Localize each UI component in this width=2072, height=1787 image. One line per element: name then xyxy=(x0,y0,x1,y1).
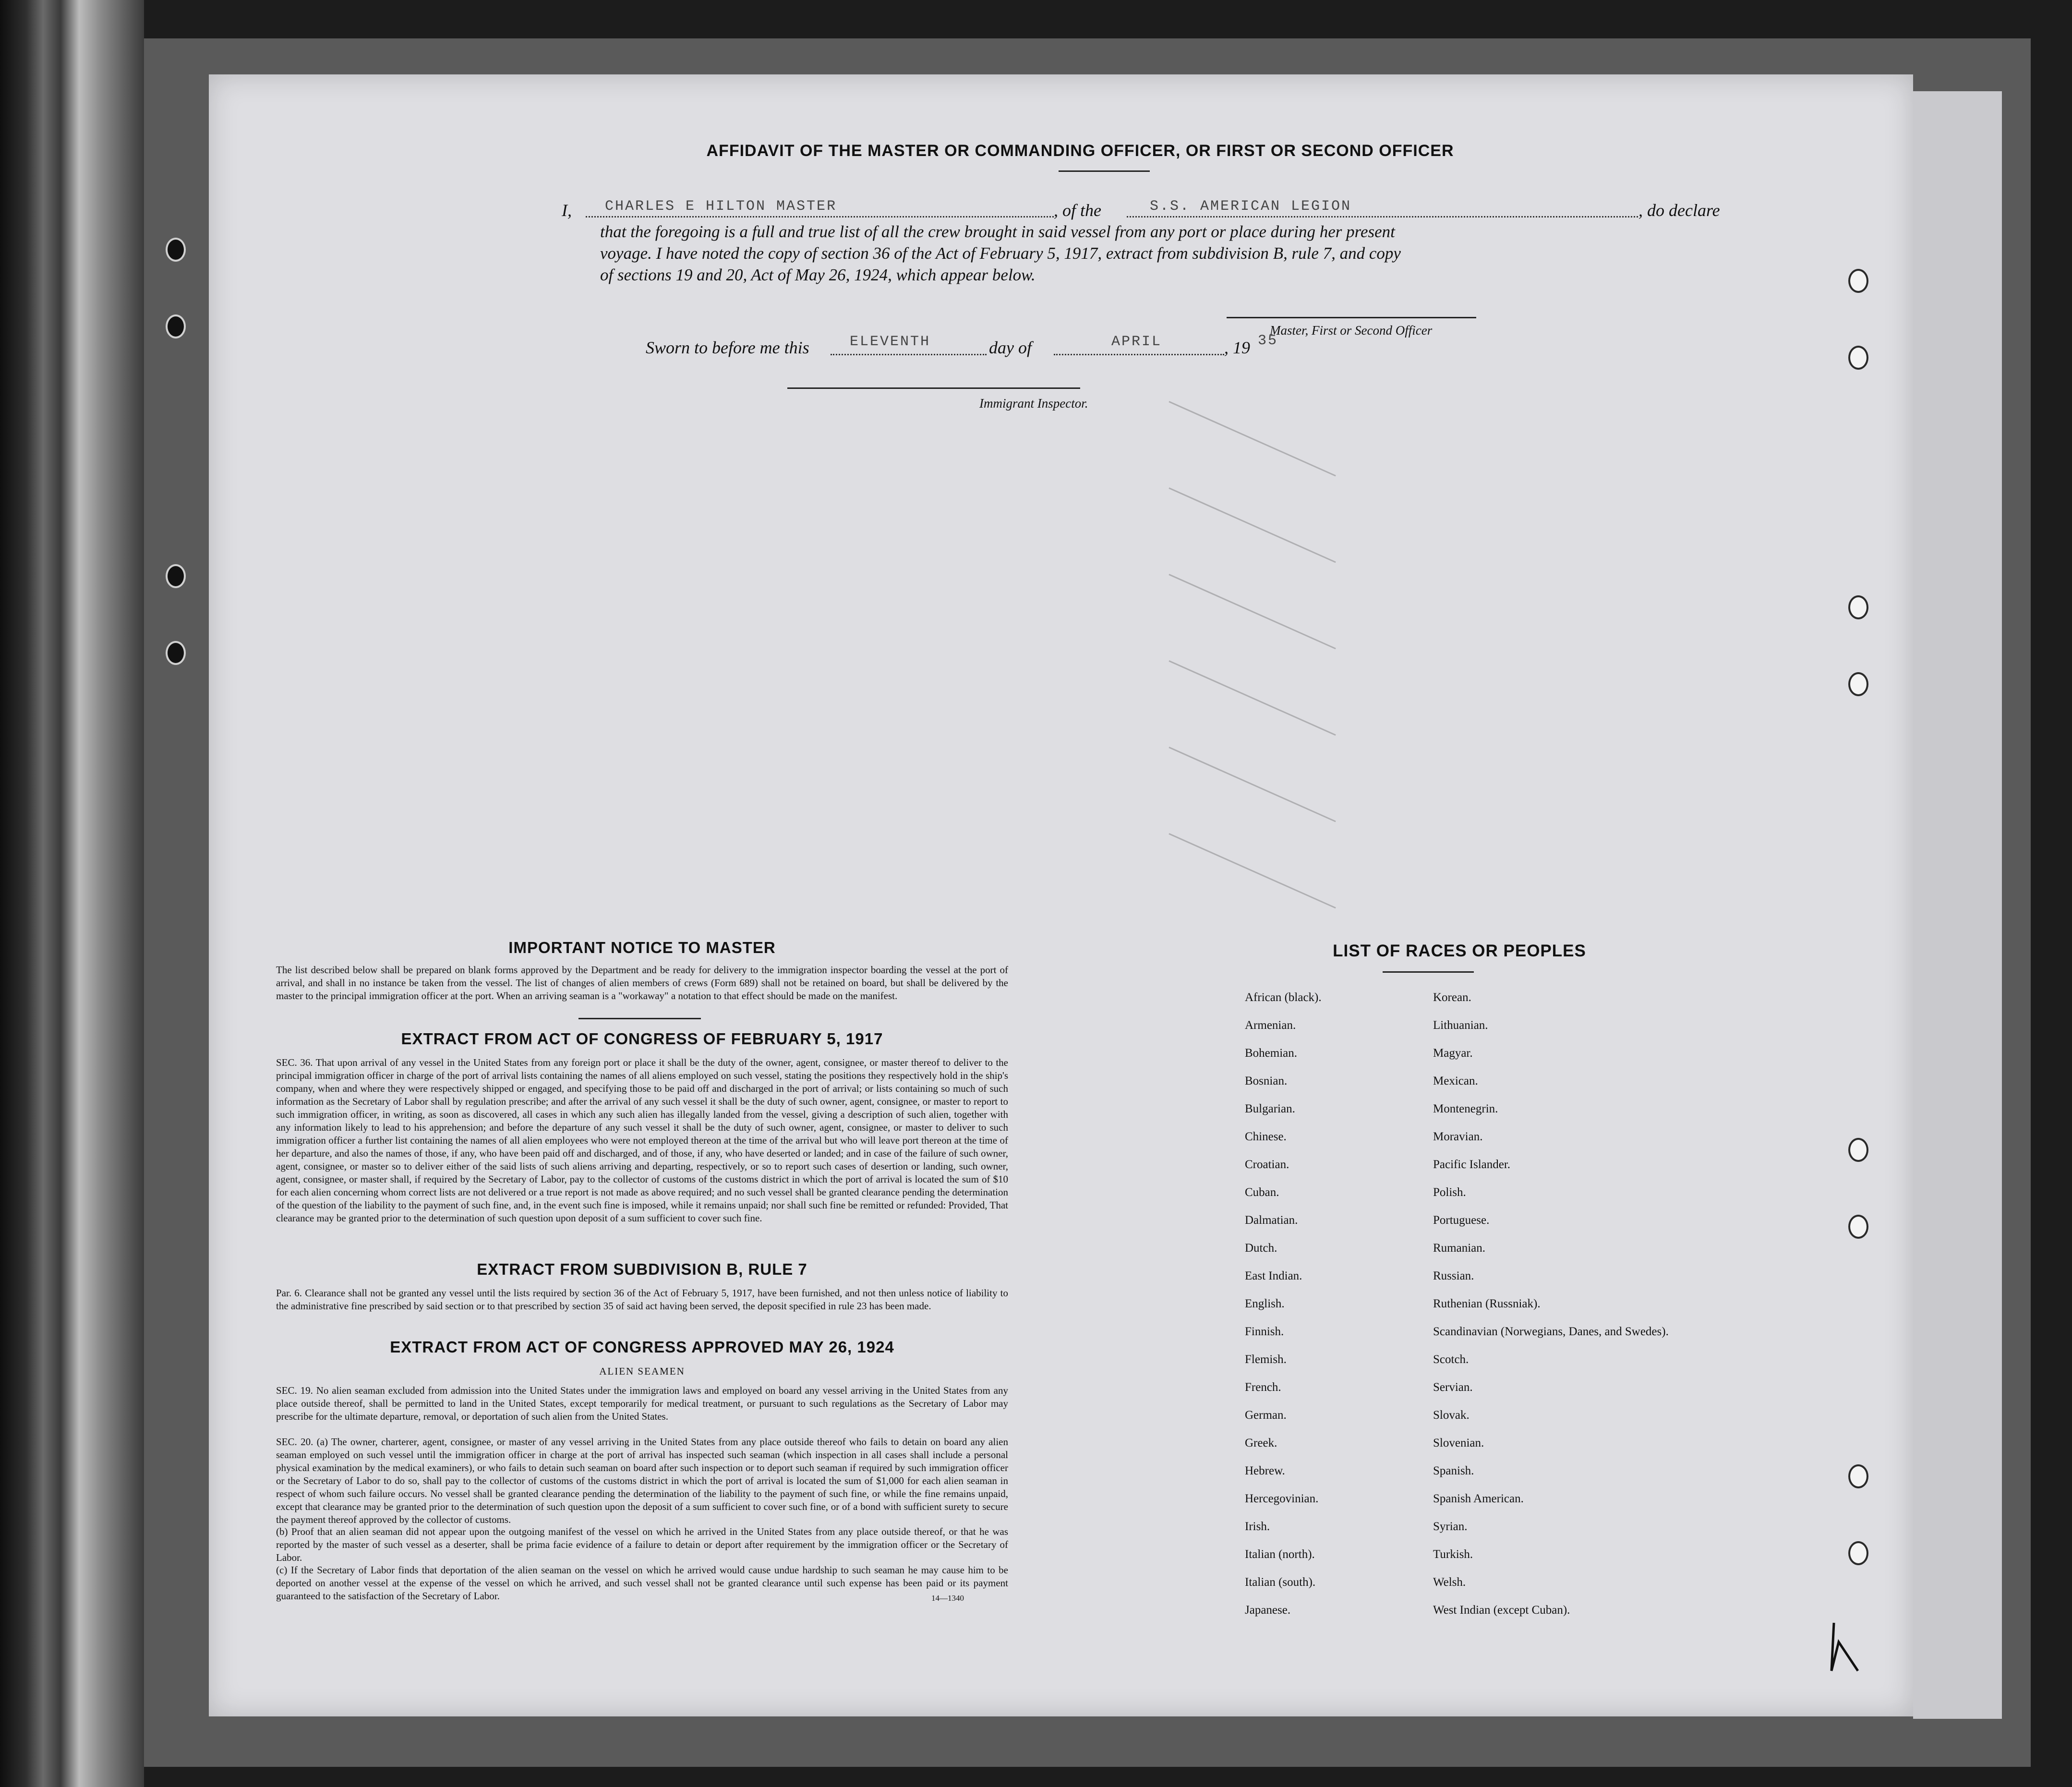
sec-20b-text: (b) Proof that an alien seaman did not appear upon the outgoing manifest of the vessel on which he arrived in the United States from any place outside thereof, or that he was reported by the master of such vessel as a deserter, shall be prima facie evidence of a failure to detain or deport after requirement by the immigration officer or the Secretary of Labor. xyxy=(276,1526,1008,1563)
binder-hole xyxy=(1848,1215,1868,1239)
race-item: Dalmatian. xyxy=(1245,1214,1298,1227)
race-item: Lithuanian. xyxy=(1433,1019,1488,1032)
ditto-mark xyxy=(1169,487,1336,563)
extract-1917-text: SEC. 36. That upon arrival of any vessel in the United States from any foreign port or place it shall be the duty of the owner, agent, consignee, or master thereof to deliver to the principal immigration officer in charge of the port of arrival lists containing the names of all aliens employed on such vessel, stating the positions they respectively hold in the ship's company, when and where they were respectively shipped or engaged, and specifying those to be paid off and discharged in the port of arrival; or lists containing so much of such information as the Secretary of Labor shall by regulation prescribe; and after the arrival of any such vessel it shall be the duty of such owner, agent, consignee, or master to report to such immigration officer, in writing, as soon as discovered, all cases in which any such alien has illegally landed from the vessel, giving a description of such alien, together with any information likely to lead to his apprehension; and before the departure of any such vessel it shall be the duty of such owner, agent, consignee, or master to deliver to such immigration officer a further list containing the names of all alien employees who were not employed thereon at the time of the arrival but who will leave port thereon at the time of her departure, and also the names of those, if any, who have been paid off and discharged, and of those, if any, who have deserted or landed; and in case of the failure of such owner, agent, consignee, or master so to deliver either of the said lists of such aliens arriving and departing, respectively, or so to report such cases of desertion or landing, such owner, agent, consignee, or master shall, if required by the Secretary of Labor, pay to the collector of customs of the customs district in which the port of arrival is located the sum of $10 for each alien concerning whom correct lists are not delivered or a true report is not made as above required; and no such vessel shall be granted clearance pending the determination of the question of the liability to the payment of such fine, and, in the event such fine is imposed, while it remains unpaid; nor shall such fine be remitted or refunded: Provided, That clearance may be granted prior to the determination of such question upon deposit of a sum sufficient to cover such fine. xyxy=(276,1057,1008,1224)
binder-hole xyxy=(166,564,186,588)
race-item: Spanish American. xyxy=(1433,1492,1524,1505)
declare-suffix: , do declare xyxy=(1638,201,1720,220)
race-item: Japanese. xyxy=(1245,1604,1291,1617)
race-item: Scotch. xyxy=(1433,1353,1469,1366)
ditto-mark xyxy=(1169,574,1336,649)
binder-hole xyxy=(166,238,186,262)
race-item: Polish. xyxy=(1433,1186,1466,1199)
year-prefix: , 19 xyxy=(1224,338,1250,357)
race-item: Pacific Islander. xyxy=(1433,1158,1511,1171)
sec-20a-text: SEC. 20. (a) The owner, charterer, agent, consignee, or master of any vessel arriving in the United States from any place outside thereof who fails to detain on board any alien seaman employed on such vessel until the immigration officer in charge at the port of arrival has inspected such seaman (which inspection in all cases shall include a personal physical examination by the medical examiners), or who fails to detain such seaman on board after such inspection or to deport such seaman if required by such immigration officer or the Secretary of Labor to do so, shall pay to the collector of customs of the customs district in which the port of arrival is located the sum of $1,000 for each alien seaman in respect of whom such failure occurs. No vessel shall be granted clearance pending the determination of the liability to the payment of such fine, or while the fine remains unpaid, except that clearance may be granted prior to the determination of such question upon the deposit of a sum sufficient to cover such fine, or of a bond with sufficient surety to secure the payment thereof approved by the collector of customs. xyxy=(276,1436,1008,1525)
affidavit-title: AFFIDAVIT OF THE MASTER OR COMMANDING OFFICER, OR FIRST OR SECOND OFFICER xyxy=(706,142,1454,160)
race-item: Montenegrin. xyxy=(1433,1102,1498,1115)
race-item: Irish. xyxy=(1245,1520,1270,1533)
race-item: Rumanian. xyxy=(1433,1242,1486,1255)
race-item: Mexican. xyxy=(1433,1075,1478,1087)
race-item: Moravian. xyxy=(1433,1130,1483,1143)
notice-text: The list described below shall be prepared on blank forms approved by the Department and be ready for delivery to the immigration inspector boarding the vessel at the port of arrival, and shall in no instance be taken from the vessel. The list of changes of alien members of crews (Form 689) shall not be retained on board, but shall be delivered by the master to the principal immigration officer at the port. When an arriving seaman is a "workaway" a notation to that effect should be made on the manifest. xyxy=(276,964,1008,1002)
binder-hole xyxy=(1848,672,1868,696)
race-item: Russian. xyxy=(1433,1269,1474,1282)
day-of-label: day of xyxy=(989,338,1032,357)
race-item: Slovenian. xyxy=(1433,1437,1484,1449)
ditto-mark xyxy=(1169,660,1336,736)
race-item: Bulgarian. xyxy=(1245,1102,1295,1115)
binder-hole xyxy=(1848,595,1868,619)
form-number: 14—1340 xyxy=(931,1594,964,1603)
inspector-caption: Immigrant Inspector. xyxy=(979,396,1088,411)
binder-hole xyxy=(1848,1541,1868,1565)
races-rule xyxy=(1383,971,1474,973)
ditto-mark xyxy=(1169,401,1336,476)
binder-strip xyxy=(0,0,144,1787)
race-item: Italian (south). xyxy=(1245,1576,1316,1589)
race-item: Bosnian. xyxy=(1245,1075,1288,1087)
binder-hole xyxy=(1848,269,1868,293)
master-signature-line xyxy=(1227,317,1476,318)
sec-20c-text: (c) If the Secretary of Labor finds that deportation of the alien seaman on the vessel on which he arrived would cause undue hardship to such seaman he may cause him to be deported on another vessel at the expense of the vessel on which he arrived, and such vessel shall not be granted clearance until such expense has been paid or its payment guaranteed to the satisfaction of the Secretary of Labor. xyxy=(276,1564,1008,1602)
ditto-mark xyxy=(1169,833,1336,908)
extract-1917-title: EXTRACT FROM ACT OF CONGRESS OF FEBRUARY 5, 1917 xyxy=(401,1030,883,1048)
race-item: Finnish. xyxy=(1245,1325,1284,1338)
race-item: Croatian. xyxy=(1245,1158,1289,1171)
binder-hole xyxy=(1848,1138,1868,1162)
race-item: Korean. xyxy=(1433,991,1471,1004)
month-fill-line xyxy=(1054,354,1224,355)
binder-hole xyxy=(166,641,186,665)
declarant-prefix: I, xyxy=(562,201,572,220)
sworn-prefix: Sworn to before me this xyxy=(646,338,809,357)
ship-fill-line xyxy=(1127,216,1638,217)
affidavit-line-4: of sections 19 and 20, Act of May 26, 1924, which appear below. xyxy=(600,266,1036,284)
ship-name-fill: S.S. AMERICAN LEGION xyxy=(1150,198,1352,215)
year-fill: 35 xyxy=(1258,333,1278,349)
race-item: Magyar. xyxy=(1433,1047,1473,1060)
right-page-edge xyxy=(1913,91,2002,1719)
race-item: Ruthenian (Russniak). xyxy=(1433,1297,1541,1310)
extract-1924-subtitle: ALIEN SEAMEN xyxy=(599,1365,685,1377)
extract-1924-title: EXTRACT FROM ACT OF CONGRESS APPROVED MAY 26, 1924 xyxy=(390,1338,894,1356)
races-right-column xyxy=(1433,991,1669,1632)
race-item: Armenian. xyxy=(1245,1019,1296,1032)
race-item: Hebrew. xyxy=(1245,1464,1285,1477)
binder-hole xyxy=(166,314,186,338)
ship-label: , of the xyxy=(1054,201,1101,220)
race-item: Welsh. xyxy=(1433,1576,1466,1589)
race-item: Slovak. xyxy=(1433,1409,1470,1422)
sec-19-text: SEC. 19. No alien seaman excluded from admission into the United States under the immigration laws and employed on board any vessel arriving in the United States from any place outside thereof, shall be permitted to land in the United States, except temporarily for medical treatment, or pursuant to such regulations as the Secretary of Labor may prescribe for the ultimate departure, removal, or deportation of such alien from the United States. xyxy=(276,1385,1008,1422)
day-fill: ELEVENTH xyxy=(850,334,931,350)
extract-rule7-text: Par. 6. Clearance shall not be granted any vessel until the lists required by section 36 of the Act of February 5, 1917, have been furnished, and not then unless notice of liability to the administrative fine prescribed by said section or to that prescribed by section 35 of said act having been served, the deposit specified in rule 23 has been made. xyxy=(276,1287,1008,1312)
race-item: Chinese. xyxy=(1245,1130,1287,1143)
notice-title: IMPORTANT NOTICE TO MASTER xyxy=(508,939,776,956)
master-name-fill: CHARLES E HILTON MASTER xyxy=(605,198,837,215)
inspector-signature-line xyxy=(787,387,1080,389)
race-item: Flemish. xyxy=(1245,1353,1287,1366)
affidavit-line-3: voyage. I have noted the copy of section 36 of the Act of February 5, 1917, extract from subdivision B, rule 7, and copy xyxy=(600,244,1401,263)
month-fill: APRIL xyxy=(1111,334,1162,350)
ditto-mark xyxy=(1169,747,1336,822)
race-item: German. xyxy=(1245,1409,1287,1422)
day-fill-line xyxy=(831,354,987,355)
name-fill-line xyxy=(586,216,1054,217)
race-item: East Indian. xyxy=(1245,1269,1302,1282)
race-item: Spanish. xyxy=(1433,1464,1474,1477)
race-item: Cuban. xyxy=(1245,1186,1279,1199)
binder-hole xyxy=(1848,346,1868,370)
race-item: Hercegovinian. xyxy=(1245,1492,1319,1505)
race-item: Bohemian. xyxy=(1245,1047,1298,1060)
race-item: West Indian (except Cuban). xyxy=(1433,1604,1570,1617)
master-caption: Master, First or Second Officer xyxy=(1270,323,1433,338)
race-item: English. xyxy=(1245,1297,1285,1310)
race-item: Italian (north). xyxy=(1245,1548,1315,1561)
title-rule xyxy=(1059,170,1150,172)
handwritten-mark xyxy=(1824,1618,1867,1676)
race-item: Syrian. xyxy=(1433,1520,1468,1533)
race-item: Greek. xyxy=(1245,1437,1277,1449)
races-title: LIST OF RACES OR PEOPLES xyxy=(1333,942,1586,960)
affidavit-line-2: that the foregoing is a full and true list of all the crew brought in said vessel from any port or place during her present xyxy=(600,222,1395,241)
race-item: Scandinavian (Norwegians, Danes, and Swedes). xyxy=(1433,1325,1669,1338)
race-item: Dutch. xyxy=(1245,1242,1277,1255)
notice-rule xyxy=(578,1018,701,1019)
race-item: African (black). xyxy=(1245,991,1322,1004)
race-item: Portuguese. xyxy=(1433,1214,1490,1227)
document-page xyxy=(209,74,1913,1716)
binder-hole xyxy=(1848,1464,1868,1488)
race-item: French. xyxy=(1245,1381,1281,1394)
race-item: Turkish. xyxy=(1433,1548,1473,1561)
extract-rule7-title: EXTRACT FROM SUBDIVISION B, RULE 7 xyxy=(477,1260,807,1278)
race-item: Servian. xyxy=(1433,1381,1473,1394)
races-left-column xyxy=(1245,991,1322,1632)
